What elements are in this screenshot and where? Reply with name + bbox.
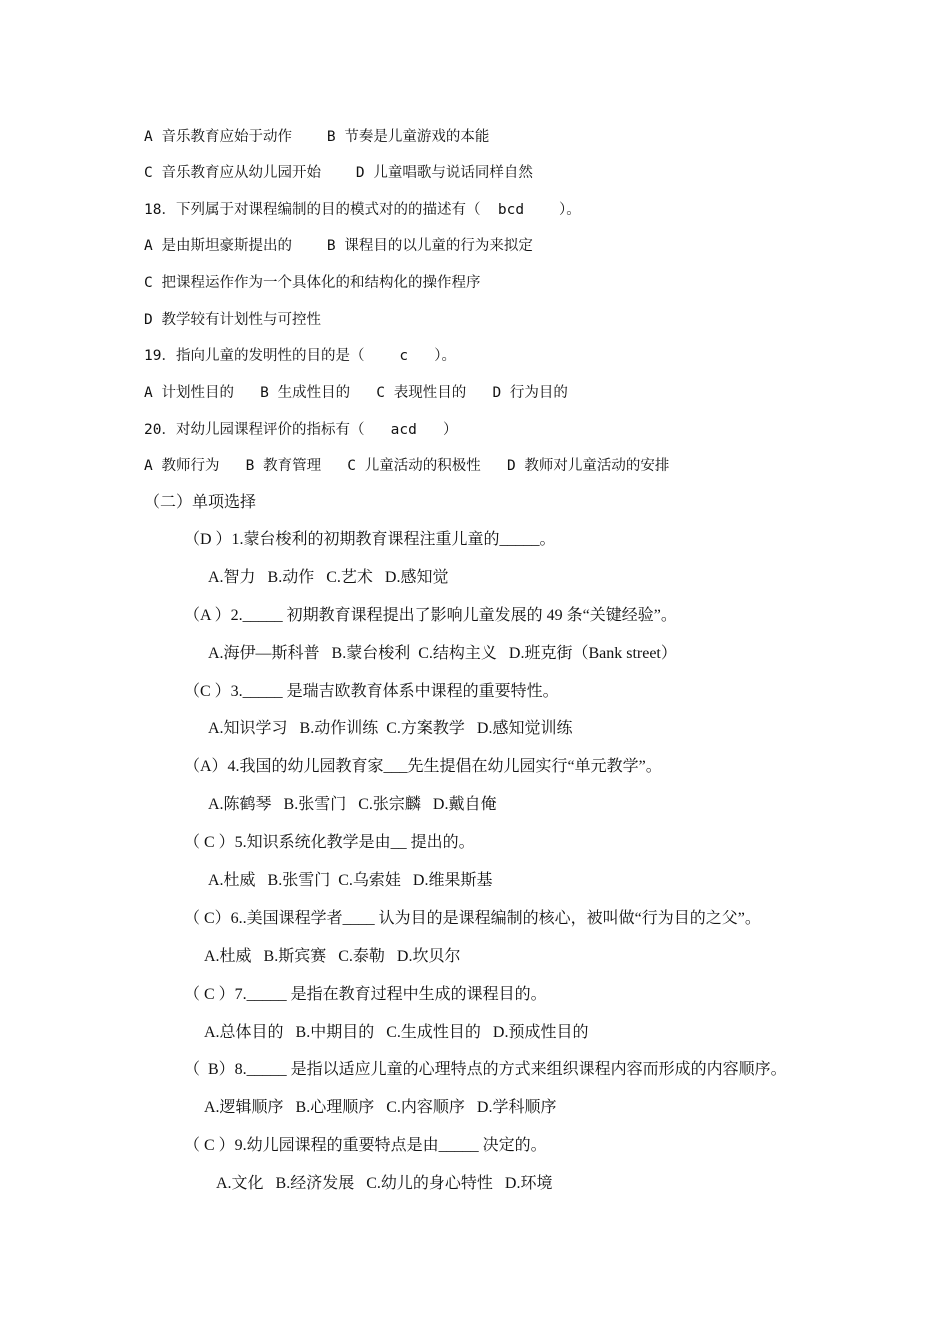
q18-options-ab: A 是由斯坦豪斯提出的 B 课程目的以儿童的行为来拟定 xyxy=(144,238,533,254)
q19-options: A 计划性目的 B 生成性目的 C 表现性目的 D 行为目的 xyxy=(144,385,568,401)
sc-question-1: （D ）1.蒙台梭利的初期教育课程注重儿童的_____。 xyxy=(184,531,556,548)
sc-options-5: A.杜威 B.张雪门 C.乌索娃 D.维果斯基 xyxy=(208,872,493,889)
sc-question-6: （ C）6..美国课程学者____ 认为目的是课程编制的核心，被叫做“行为目的之父”。 xyxy=(184,910,761,927)
sc-question-8: （ B）8._____ 是指以适应儿童的心理特点的方式来组织课程内容而形成的内容顺序。 xyxy=(184,1061,787,1078)
sc-options-3: A.知识学习 B.动作训练 C.方案教学 D.感知觉训练 xyxy=(208,720,573,737)
sc-options-9: A.文化 B.经济发展 C.幼儿的身心特性 D.环境 xyxy=(216,1175,553,1192)
q18-option-d: D 教学较有计划性与可控性 xyxy=(144,312,321,328)
sc-options-7: A.总体目的 B.中期目的 C.生成性目的 D.预成性目的 xyxy=(204,1024,589,1041)
question-20: 20．对幼儿园课程评价的指标有（ acd ） xyxy=(144,422,458,438)
sc-options-6: A.杜威 B.斯宾赛 C.泰勒 D.坎贝尔 xyxy=(204,948,461,965)
q18-option-c: C 把课程运作作为一个具体化的和结构化的操作程序 xyxy=(144,275,481,291)
question-18: 18．下列属于对课程编制的目的模式对的的描述有（ bcd ）。 xyxy=(144,202,581,218)
sc-question-3: （C ）3._____ 是瑞吉欧教育体系中课程的重要特性。 xyxy=(184,683,559,700)
sc-options-8: A.逻辑顺序 B.心理顺序 C.内容顺序 D.学科顺序 xyxy=(204,1099,557,1116)
sc-question-5: （ C ）5.知识系统化教学是由__ 提出的。 xyxy=(184,834,475,851)
sc-options-2: A.海伊—斯科普 B.蒙台梭利 C.结构主义 D.班克街（Bank street） xyxy=(208,645,677,662)
question-19: 19．指向儿童的发明性的目的是（ c ）。 xyxy=(144,348,457,364)
q17-options-cd: C 音乐教育应从幼儿园开始 D 儿童唱歌与说话同样自然 xyxy=(144,165,533,181)
section-heading-single-choice: （二）单项选择 xyxy=(144,494,257,511)
sc-question-4: （A）4.我国的幼儿园教育家___先生提倡在幼儿园实行“单元教学”。 xyxy=(184,758,662,775)
sc-question-7: （ C ）7._____ 是指在教育过程中生成的课程目的。 xyxy=(184,986,547,1003)
sc-question-2: （A ）2._____ 初期教育课程提出了影响儿童发展的 49 条“关键经验”。 xyxy=(184,607,677,624)
q20-options: A 教师行为 B 教育管理 C 儿童活动的积极性 D 教师对儿童活动的安排 xyxy=(144,458,670,474)
sc-question-9: （ C ）9.幼儿园课程的重要特点是由_____ 决定的。 xyxy=(184,1137,547,1154)
q17-options-ab: A 音乐教育应始于动作 B 节奏是儿童游戏的本能 xyxy=(144,129,490,145)
sc-options-4: A.陈鹤琴 B.张雪门 C.张宗麟 D.戴自俺 xyxy=(208,796,497,813)
sc-options-1: A.智力 B.动作 C.艺术 D.感知觉 xyxy=(208,569,449,586)
